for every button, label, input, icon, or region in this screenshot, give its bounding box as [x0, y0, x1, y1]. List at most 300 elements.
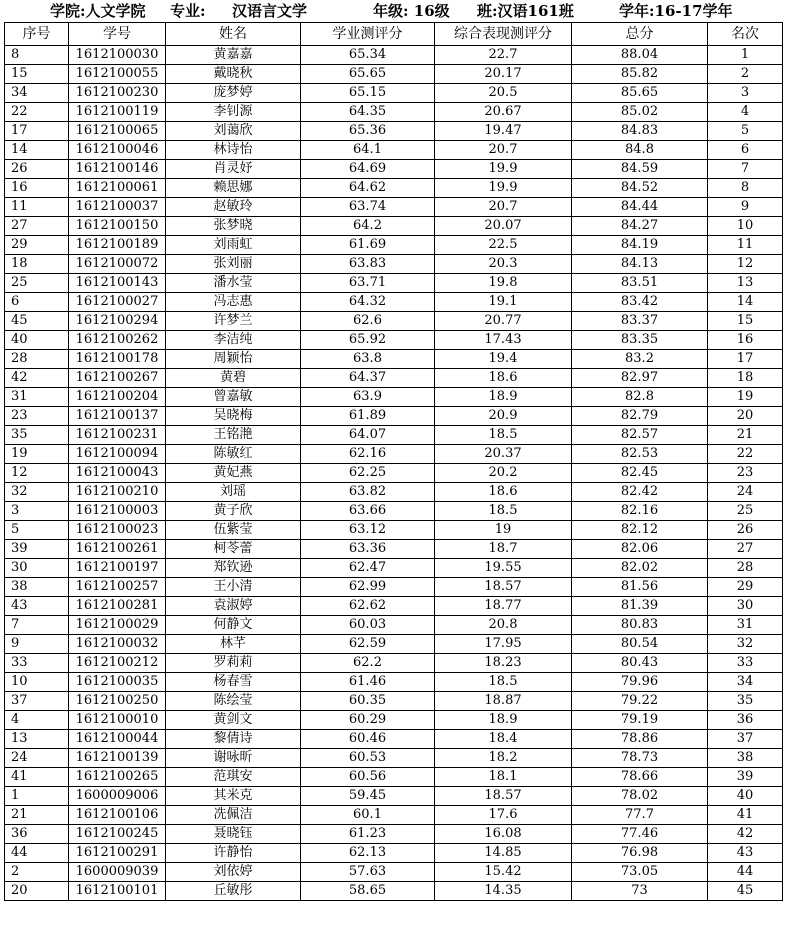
cell-seq: 1 [5, 787, 69, 806]
cell-total: 83.37 [572, 312, 708, 331]
cell-rank: 36 [708, 711, 783, 730]
cell-academic-score: 63.71 [301, 274, 435, 293]
table-row [5, 654, 783, 673]
table-row [5, 160, 783, 179]
cell-student-id: 1612100291 [69, 844, 166, 863]
table-row [5, 787, 783, 806]
cell-name: 陈敏红 [166, 445, 301, 464]
cell-rank: 14 [708, 293, 783, 312]
cell-seq: 16 [5, 179, 69, 198]
cell-academic-score: 64.35 [301, 103, 435, 122]
cell-student-id: 1612100265 [69, 768, 166, 787]
table-row [5, 65, 783, 84]
cell-total: 78.86 [572, 730, 708, 749]
cell-seq: 14 [5, 141, 69, 160]
score-table [4, 22, 783, 901]
cell-performance-score: 20.7 [435, 141, 572, 160]
table-row [5, 84, 783, 103]
cell-seq: 6 [5, 293, 69, 312]
cell-seq: 41 [5, 768, 69, 787]
cell-performance-score: 20.17 [435, 65, 572, 84]
cell-total: 79.22 [572, 692, 708, 711]
table-row [5, 578, 783, 597]
cell-seq: 43 [5, 597, 69, 616]
cell-student-id: 1612100261 [69, 540, 166, 559]
cell-academic-score: 57.63 [301, 863, 435, 882]
cell-rank: 44 [708, 863, 783, 882]
table-row [5, 179, 783, 198]
cell-academic-score: 60.1 [301, 806, 435, 825]
cell-seq: 27 [5, 217, 69, 236]
table-row [5, 863, 783, 882]
cell-student-id: 1612100281 [69, 597, 166, 616]
table-row [5, 369, 783, 388]
col-header-rank: 名次 [708, 23, 783, 46]
cell-total: 77.46 [572, 825, 708, 844]
cell-student-id: 1612100137 [69, 407, 166, 426]
cell-name: 冼佩洁 [166, 806, 301, 825]
cell-student-id: 1600009006 [69, 787, 166, 806]
cell-student-id: 1612100139 [69, 749, 166, 768]
class-label: 班:汉语161班 [477, 2, 574, 20]
col-header-total: 总分 [572, 23, 708, 46]
cell-student-id: 1612100231 [69, 426, 166, 445]
cell-performance-score: 18.5 [435, 673, 572, 692]
cell-rank: 13 [708, 274, 783, 293]
cell-name: 王小清 [166, 578, 301, 597]
cell-total: 82.79 [572, 407, 708, 426]
cell-performance-score: 18.6 [435, 369, 572, 388]
cell-performance-score: 20.2 [435, 464, 572, 483]
cell-total: 85.65 [572, 84, 708, 103]
cell-seq: 7 [5, 616, 69, 635]
cell-total: 82.06 [572, 540, 708, 559]
cell-performance-score: 20.8 [435, 616, 572, 635]
cell-rank: 32 [708, 635, 783, 654]
cell-student-id: 1612100044 [69, 730, 166, 749]
cell-student-id: 1612100037 [69, 198, 166, 217]
cell-seq: 12 [5, 464, 69, 483]
cell-seq: 20 [5, 882, 69, 901]
cell-academic-score: 60.35 [301, 692, 435, 711]
table-row [5, 331, 783, 350]
cell-seq: 33 [5, 654, 69, 673]
cell-name: 郑钦逊 [166, 559, 301, 578]
cell-student-id: 1612100262 [69, 331, 166, 350]
cell-academic-score: 61.23 [301, 825, 435, 844]
cell-rank: 12 [708, 255, 783, 274]
col-header-performance-score: 综合表现测评分 [435, 23, 572, 46]
cell-name: 刘瑶 [166, 483, 301, 502]
cell-rank: 40 [708, 787, 783, 806]
cell-academic-score: 64.69 [301, 160, 435, 179]
table-row [5, 616, 783, 635]
cell-name: 范琪安 [166, 768, 301, 787]
cell-rank: 42 [708, 825, 783, 844]
college-label: 学院:人文学院 [50, 2, 146, 20]
cell-rank: 23 [708, 464, 783, 483]
cell-name: 杨春雪 [166, 673, 301, 692]
cell-performance-score: 18.2 [435, 749, 572, 768]
cell-student-id: 1612100189 [69, 236, 166, 255]
cell-performance-score: 18.9 [435, 388, 572, 407]
cell-seq: 4 [5, 711, 69, 730]
cell-student-id: 1612100267 [69, 369, 166, 388]
cell-rank: 10 [708, 217, 783, 236]
cell-name: 冯志惠 [166, 293, 301, 312]
cell-name: 刘蔼欣 [166, 122, 301, 141]
cell-total: 82.57 [572, 426, 708, 445]
cell-rank: 35 [708, 692, 783, 711]
cell-student-id: 1612100010 [69, 711, 166, 730]
cell-academic-score: 63.9 [301, 388, 435, 407]
cell-academic-score: 58.65 [301, 882, 435, 901]
cell-academic-score: 62.6 [301, 312, 435, 331]
cell-name: 其米克 [166, 787, 301, 806]
cell-total: 82.02 [572, 559, 708, 578]
cell-total: 77.7 [572, 806, 708, 825]
cell-rank: 18 [708, 369, 783, 388]
cell-academic-score: 65.15 [301, 84, 435, 103]
table-row [5, 103, 783, 122]
cell-total: 82.12 [572, 521, 708, 540]
cell-total: 85.82 [572, 65, 708, 84]
cell-performance-score: 18.5 [435, 426, 572, 445]
cell-total: 84.27 [572, 217, 708, 236]
cell-performance-score: 18.7 [435, 540, 572, 559]
cell-rank: 27 [708, 540, 783, 559]
cell-performance-score: 17.43 [435, 331, 572, 350]
table-row [5, 141, 783, 160]
cell-rank: 16 [708, 331, 783, 350]
cell-performance-score: 19.9 [435, 179, 572, 198]
table-row [5, 673, 783, 692]
cell-seq: 17 [5, 122, 69, 141]
cell-performance-score: 18.57 [435, 578, 572, 597]
cell-student-id: 1612100150 [69, 217, 166, 236]
cell-rank: 30 [708, 597, 783, 616]
table-row [5, 445, 783, 464]
cell-rank: 38 [708, 749, 783, 768]
cell-performance-score: 20.37 [435, 445, 572, 464]
cell-seq: 15 [5, 65, 69, 84]
cell-performance-score: 20.9 [435, 407, 572, 426]
cell-name: 曾嘉敏 [166, 388, 301, 407]
cell-name: 黄妃燕 [166, 464, 301, 483]
cell-academic-score: 64.62 [301, 179, 435, 198]
cell-name: 丘敏彤 [166, 882, 301, 901]
table-row [5, 559, 783, 578]
cell-seq: 24 [5, 749, 69, 768]
cell-name: 王铭滟 [166, 426, 301, 445]
cell-rank: 4 [708, 103, 783, 122]
cell-name: 林芊 [166, 635, 301, 654]
cell-name: 黄碧 [166, 369, 301, 388]
cell-academic-score: 62.59 [301, 635, 435, 654]
cell-name: 戴晓秋 [166, 65, 301, 84]
table-row [5, 217, 783, 236]
cell-rank: 39 [708, 768, 783, 787]
cell-total: 73.05 [572, 863, 708, 882]
cell-seq: 37 [5, 692, 69, 711]
cell-performance-score: 18.5 [435, 502, 572, 521]
cell-student-id: 1612100257 [69, 578, 166, 597]
cell-student-id: 1612100250 [69, 692, 166, 711]
cell-student-id: 1612100230 [69, 84, 166, 103]
table-row [5, 483, 783, 502]
cell-student-id: 1612100197 [69, 559, 166, 578]
cell-seq: 26 [5, 160, 69, 179]
table-row [5, 502, 783, 521]
table-row [5, 768, 783, 787]
cell-name: 黄剑文 [166, 711, 301, 730]
cell-student-id: 1612100065 [69, 122, 166, 141]
table-row [5, 882, 783, 901]
cell-academic-score: 63.82 [301, 483, 435, 502]
cell-name: 柯苓蕾 [166, 540, 301, 559]
cell-name: 伍紫莹 [166, 521, 301, 540]
cell-performance-score: 19.47 [435, 122, 572, 141]
table-row [5, 312, 783, 331]
cell-performance-score: 18.87 [435, 692, 572, 711]
cell-performance-score: 18.77 [435, 597, 572, 616]
cell-name: 庞梦婷 [166, 84, 301, 103]
cell-student-id: 1612100094 [69, 445, 166, 464]
cell-performance-score: 22.5 [435, 236, 572, 255]
cell-total: 80.54 [572, 635, 708, 654]
cell-academic-score: 60.53 [301, 749, 435, 768]
cell-academic-score: 63.66 [301, 502, 435, 521]
cell-rank: 45 [708, 882, 783, 901]
cell-student-id: 1612100046 [69, 141, 166, 160]
cell-seq: 18 [5, 255, 69, 274]
cell-performance-score: 19.8 [435, 274, 572, 293]
cell-seq: 3 [5, 502, 69, 521]
cell-name: 刘依婷 [166, 863, 301, 882]
cell-rank: 1 [708, 46, 783, 65]
cell-performance-score: 18.4 [435, 730, 572, 749]
table-row [5, 388, 783, 407]
cell-seq: 38 [5, 578, 69, 597]
table-header-row [5, 23, 783, 46]
cell-name: 林诗怡 [166, 141, 301, 160]
cell-total: 84.8 [572, 141, 708, 160]
cell-seq: 40 [5, 331, 69, 350]
cell-student-id: 1612100146 [69, 160, 166, 179]
cell-academic-score: 63.74 [301, 198, 435, 217]
table-row [5, 844, 783, 863]
cell-name: 吴晓梅 [166, 407, 301, 426]
cell-name: 李洁纯 [166, 331, 301, 350]
cell-name: 周颖怡 [166, 350, 301, 369]
cell-total: 81.56 [572, 578, 708, 597]
cell-total: 78.73 [572, 749, 708, 768]
cell-seq: 28 [5, 350, 69, 369]
cell-total: 85.02 [572, 103, 708, 122]
table-body [5, 46, 783, 901]
cell-student-id: 1612100043 [69, 464, 166, 483]
cell-seq: 9 [5, 635, 69, 654]
cell-academic-score: 62.2 [301, 654, 435, 673]
cell-academic-score: 63.8 [301, 350, 435, 369]
cell-performance-score: 18.6 [435, 483, 572, 502]
cell-academic-score: 61.46 [301, 673, 435, 692]
cell-total: 81.39 [572, 597, 708, 616]
cell-student-id: 1612100029 [69, 616, 166, 635]
col-header-student-id: 学号 [69, 23, 166, 46]
cell-rank: 8 [708, 179, 783, 198]
cell-seq: 32 [5, 483, 69, 502]
cell-academic-score: 62.16 [301, 445, 435, 464]
cell-rank: 20 [708, 407, 783, 426]
cell-rank: 31 [708, 616, 783, 635]
cell-performance-score: 15.42 [435, 863, 572, 882]
cell-rank: 37 [708, 730, 783, 749]
cell-academic-score: 62.47 [301, 559, 435, 578]
cell-academic-score: 64.37 [301, 369, 435, 388]
cell-total: 79.19 [572, 711, 708, 730]
cell-student-id: 1612100212 [69, 654, 166, 673]
cell-academic-score: 61.89 [301, 407, 435, 426]
cell-seq: 42 [5, 369, 69, 388]
table-row [5, 293, 783, 312]
cell-seq: 35 [5, 426, 69, 445]
cell-seq: 11 [5, 198, 69, 217]
cell-total: 80.43 [572, 654, 708, 673]
cell-academic-score: 62.99 [301, 578, 435, 597]
cell-total: 84.13 [572, 255, 708, 274]
cell-academic-score: 65.34 [301, 46, 435, 65]
cell-name: 李钊源 [166, 103, 301, 122]
cell-performance-score: 20.7 [435, 198, 572, 217]
table-row [5, 464, 783, 483]
cell-student-id: 1612100023 [69, 521, 166, 540]
cell-name: 赵敏玲 [166, 198, 301, 217]
cell-student-id: 1612100294 [69, 312, 166, 331]
cell-seq: 25 [5, 274, 69, 293]
cell-total: 84.19 [572, 236, 708, 255]
cell-rank: 33 [708, 654, 783, 673]
cell-student-id: 1612100035 [69, 673, 166, 692]
cell-seq: 39 [5, 540, 69, 559]
col-header-seq: 序号 [5, 23, 69, 46]
cell-rank: 3 [708, 84, 783, 103]
table-row [5, 255, 783, 274]
cell-seq: 22 [5, 103, 69, 122]
cell-student-id: 1612100032 [69, 635, 166, 654]
cell-performance-score: 18.1 [435, 768, 572, 787]
cell-seq: 31 [5, 388, 69, 407]
major-label: 专业: [170, 2, 206, 20]
cell-seq: 34 [5, 84, 69, 103]
table-row [5, 692, 783, 711]
cell-performance-score: 16.08 [435, 825, 572, 844]
cell-student-id: 1612100101 [69, 882, 166, 901]
table-row [5, 806, 783, 825]
table-row [5, 540, 783, 559]
cell-performance-score: 18.23 [435, 654, 572, 673]
cell-name: 黎倩诗 [166, 730, 301, 749]
grade-label: 年级: 16级 [373, 2, 450, 20]
cell-seq: 36 [5, 825, 69, 844]
cell-rank: 34 [708, 673, 783, 692]
cell-name: 聂晓钰 [166, 825, 301, 844]
cell-seq: 21 [5, 806, 69, 825]
cell-rank: 41 [708, 806, 783, 825]
cell-academic-score: 63.36 [301, 540, 435, 559]
cell-total: 84.44 [572, 198, 708, 217]
table-row [5, 350, 783, 369]
cell-performance-score: 14.35 [435, 882, 572, 901]
cell-student-id: 1612100106 [69, 806, 166, 825]
table-row [5, 825, 783, 844]
cell-total: 82.42 [572, 483, 708, 502]
table-row [5, 407, 783, 426]
cell-name: 黄子欣 [166, 502, 301, 521]
cell-total: 84.52 [572, 179, 708, 198]
table-row [5, 426, 783, 445]
cell-performance-score: 19.1 [435, 293, 572, 312]
sheet-header [0, 0, 785, 22]
cell-performance-score: 20.07 [435, 217, 572, 236]
cell-name: 赖思娜 [166, 179, 301, 198]
cell-student-id: 1612100143 [69, 274, 166, 293]
cell-performance-score: 18.9 [435, 711, 572, 730]
cell-performance-score: 20.3 [435, 255, 572, 274]
cell-total: 83.51 [572, 274, 708, 293]
cell-academic-score: 63.83 [301, 255, 435, 274]
cell-rank: 22 [708, 445, 783, 464]
cell-seq: 29 [5, 236, 69, 255]
cell-student-id: 1612100119 [69, 103, 166, 122]
col-header-name: 姓名 [166, 23, 301, 46]
cell-rank: 17 [708, 350, 783, 369]
cell-performance-score: 20.77 [435, 312, 572, 331]
cell-student-id: 1612100030 [69, 46, 166, 65]
cell-student-id: 1612100061 [69, 179, 166, 198]
cell-performance-score: 14.85 [435, 844, 572, 863]
cell-performance-score: 19.4 [435, 350, 572, 369]
cell-academic-score: 59.45 [301, 787, 435, 806]
cell-academic-score: 64.1 [301, 141, 435, 160]
cell-name: 张刘丽 [166, 255, 301, 274]
cell-total: 78.66 [572, 768, 708, 787]
cell-total: 83.35 [572, 331, 708, 350]
cell-performance-score: 17.6 [435, 806, 572, 825]
cell-student-id: 1612100204 [69, 388, 166, 407]
cell-academic-score: 60.29 [301, 711, 435, 730]
col-header-academic-score: 学业测评分 [301, 23, 435, 46]
cell-academic-score: 61.69 [301, 236, 435, 255]
cell-seq: 5 [5, 521, 69, 540]
table-row [5, 749, 783, 768]
cell-rank: 7 [708, 160, 783, 179]
cell-name: 陈绘莹 [166, 692, 301, 711]
table-row [5, 122, 783, 141]
cell-name: 袁淑婷 [166, 597, 301, 616]
cell-academic-score: 62.13 [301, 844, 435, 863]
cell-seq: 44 [5, 844, 69, 863]
cell-rank: 26 [708, 521, 783, 540]
cell-total: 73 [572, 882, 708, 901]
cell-rank: 5 [708, 122, 783, 141]
cell-rank: 43 [708, 844, 783, 863]
academic-year-label: 学年:16-17学年 [619, 2, 733, 20]
cell-performance-score: 20.5 [435, 84, 572, 103]
major-value: 汉语言文学 [232, 2, 308, 20]
cell-academic-score: 65.36 [301, 122, 435, 141]
cell-seq: 45 [5, 312, 69, 331]
